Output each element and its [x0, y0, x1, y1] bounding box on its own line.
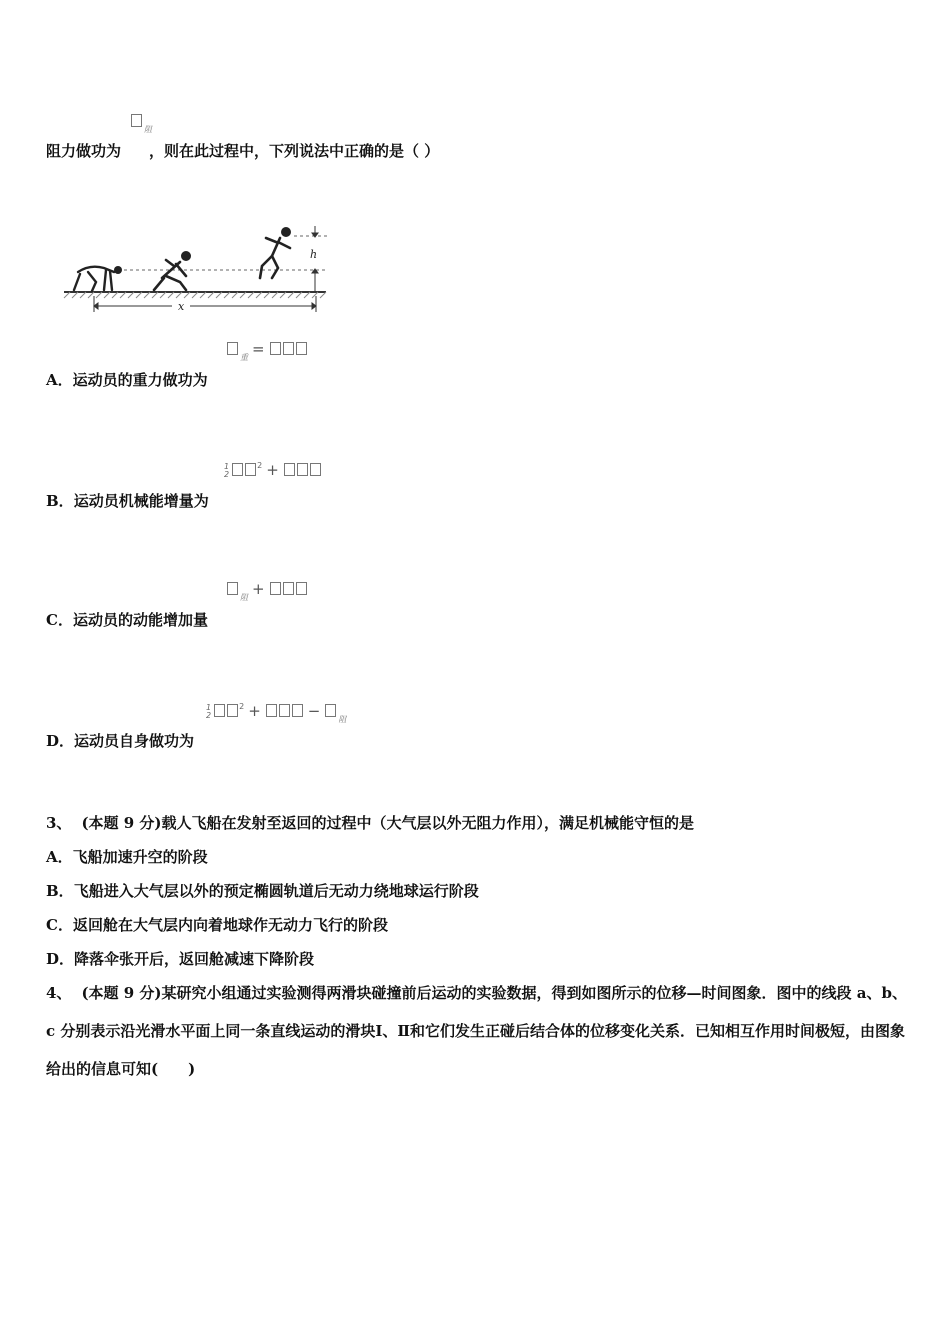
q2-option-d: D．运动员自身做功为	[46, 732, 195, 750]
label-h: h	[310, 248, 318, 261]
drag-work-formula: 阻	[130, 112, 152, 135]
q3-stem: 3、 (本题 9 分)载人飞船在发射至返回的过程中（大气层以外无阻力作用），满足机械能守恒的是	[46, 814, 695, 832]
athlete-figure	[58, 216, 338, 316]
formula-a: $_重$ =	[226, 340, 308, 363]
label-x: x	[178, 300, 185, 313]
q4-stem: 4、 (本题 9 分)某研究小组通过实验测得两滑块碰撞前后运动的实验数据，得到如图所示的位移—时间图象．图中的线段 a、b、c 分别表示沿光滑水平面上同一条直线运动的滑块Ⅰ、Ⅱ和它们发生正碰后结合体的位移变化关系．已知相互作用时间极短，由图象给出的信息可知( )	[46, 984, 907, 1078]
q3-option-b: B．飞船进入大气层以外的预定椭圆轨道后无动力绕地球运行阶段	[46, 882, 479, 900]
ground	[64, 292, 326, 298]
formula-b: 1 2 $^2$ +	[224, 461, 322, 479]
formula-c: $_阻$ +	[226, 580, 308, 603]
q2-stem: 阻力做功为 ，则在此过程中，下列说法中正确的是（ ）	[46, 142, 440, 160]
q2-option-a: A．运动员的重力做功为	[46, 371, 208, 389]
q2-option-c: C．运动员的动能增加量	[46, 611, 208, 629]
formula-d: 1 2 $^2$ + − $_阻$	[206, 702, 347, 724]
q2-option-b: B．运动员机械能增量为	[46, 492, 209, 510]
distance-dimension	[94, 296, 316, 312]
q3-option-d: D．降落伞张开后，返回舱减速下降阶段	[46, 950, 315, 968]
athlete-crouch	[74, 266, 122, 291]
q3-option-a: A．飞船加速升空的阶段	[46, 848, 208, 866]
q3-option-c: C．返回舱在大气层内向着地球作无动力飞行的阶段	[46, 916, 388, 934]
